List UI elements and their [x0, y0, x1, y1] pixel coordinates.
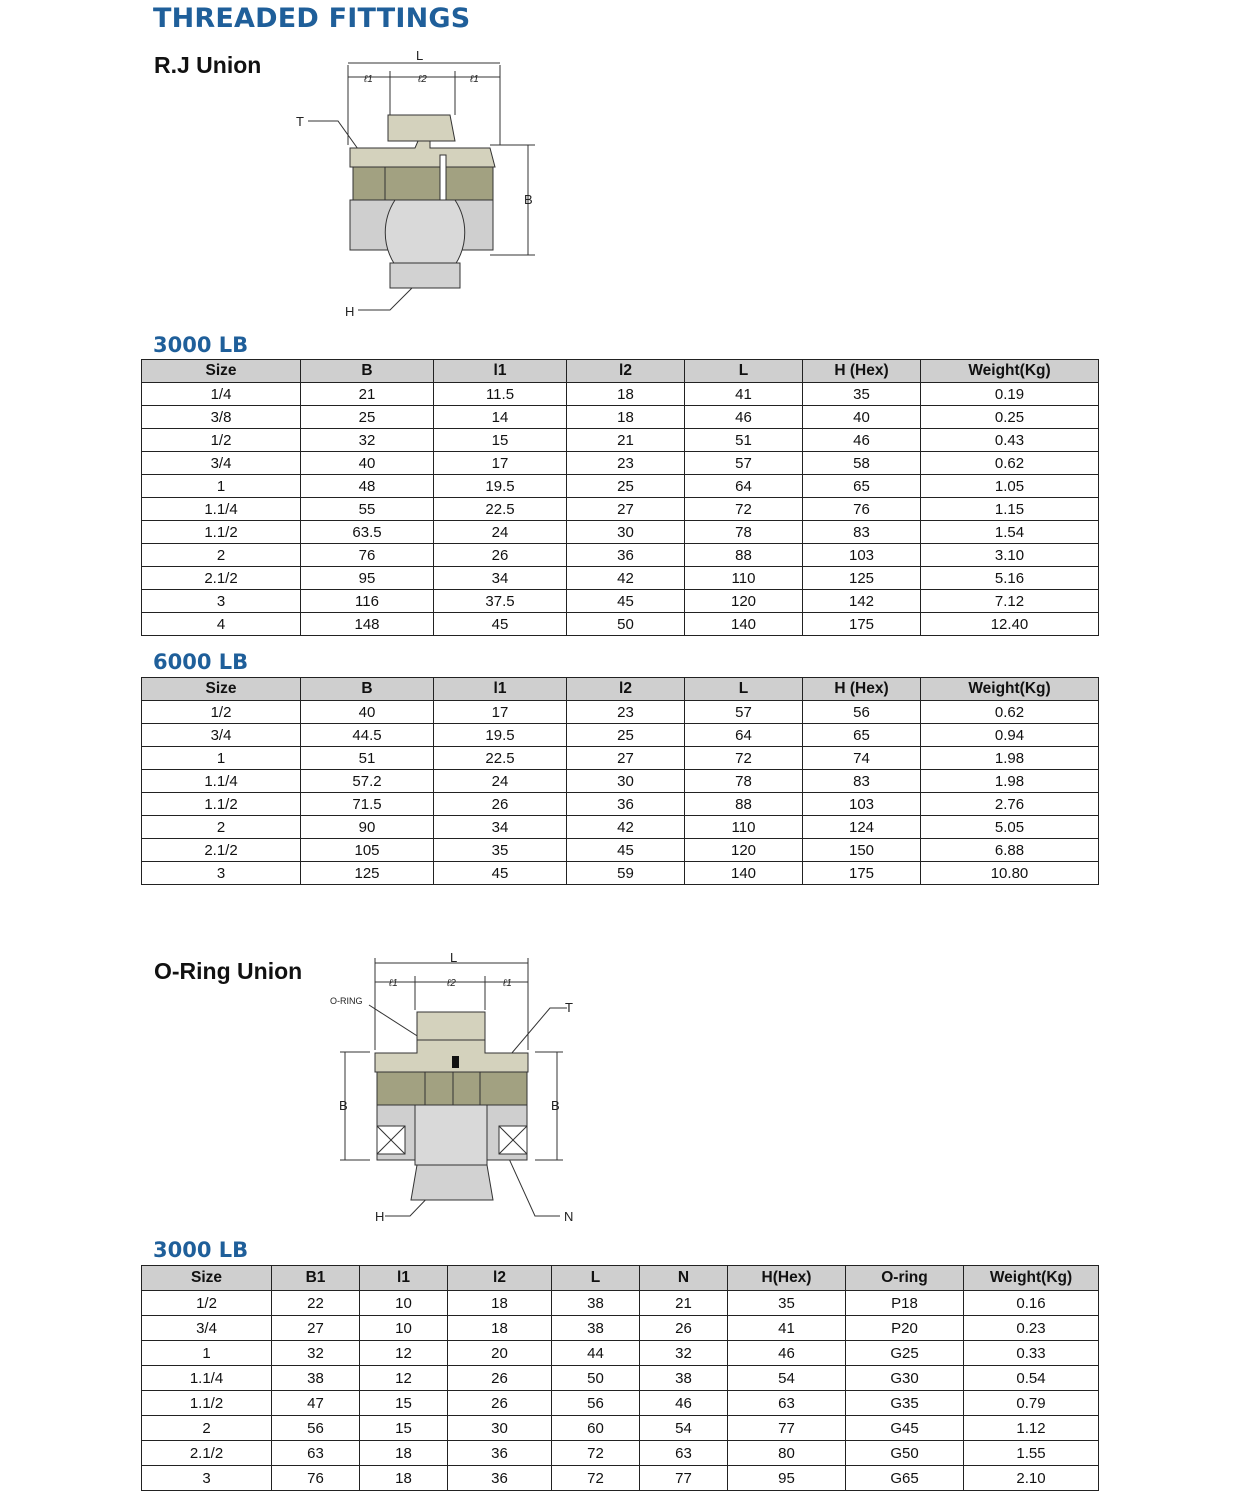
table-cell: G30 [846, 1366, 964, 1391]
table-cell: 3 [142, 862, 301, 885]
table-cell: 50 [552, 1366, 640, 1391]
table-cell: 63 [640, 1441, 728, 1466]
table-cell: 78 [685, 521, 803, 544]
table-cell: 2.10 [964, 1466, 1099, 1491]
table-cell: 37.5 [434, 590, 567, 613]
table-cell: 77 [728, 1416, 846, 1441]
table-cell: 14 [434, 406, 567, 429]
table-cell: 83 [803, 521, 921, 544]
table-cell: 27 [567, 747, 685, 770]
table-row [142, 475, 1099, 498]
table-cell: 27 [567, 498, 685, 521]
table-row [142, 590, 1099, 613]
table-cell: 19.5 [434, 724, 567, 747]
table-cell: 1/2 [142, 1291, 272, 1316]
table-cell: 1.98 [921, 770, 1099, 793]
table-row [142, 544, 1099, 567]
table-cell: 44.5 [301, 724, 434, 747]
table-cell: 105 [301, 839, 434, 862]
table-cell: 2 [142, 1416, 272, 1441]
table-cell: 125 [803, 567, 921, 590]
table-cell: 78 [685, 770, 803, 793]
table-cell: 19.5 [434, 475, 567, 498]
table-cell: 54 [728, 1366, 846, 1391]
table-cell: 3/4 [142, 1316, 272, 1341]
table-cell: 21 [301, 383, 434, 406]
table-cell: 83 [803, 770, 921, 793]
table-cell: 95 [301, 567, 434, 590]
table-cell: 116 [301, 590, 434, 613]
table-cell: 103 [803, 544, 921, 567]
table-cell: 1.15 [921, 498, 1099, 521]
table-cell: P20 [846, 1316, 964, 1341]
table-cell: 1.55 [964, 1441, 1099, 1466]
table-cell: 88 [685, 544, 803, 567]
table-cell: 51 [685, 429, 803, 452]
table-cell: G50 [846, 1441, 964, 1466]
table-cell: 36 [567, 544, 685, 567]
table-cell: 10.80 [921, 862, 1099, 885]
rj-6000-class-title: 6000 LB [153, 650, 249, 674]
column-header: H(Hex) [728, 1266, 846, 1291]
table-row [142, 429, 1099, 452]
table-cell: 76 [301, 544, 434, 567]
oring-label-B-right: B [551, 1098, 560, 1113]
table-cell: 46 [640, 1391, 728, 1416]
table-row [142, 793, 1099, 816]
rj-label-l2: ℓ2 [418, 74, 427, 85]
column-header: B [301, 360, 434, 383]
oring-label-l2: ℓ2 [447, 978, 456, 989]
table-cell: 18 [448, 1316, 552, 1341]
table-cell: 76 [803, 498, 921, 521]
table-cell: 90 [301, 816, 434, 839]
table-cell: 30 [448, 1416, 552, 1441]
table-row [142, 1391, 1099, 1416]
table-cell: 40 [301, 701, 434, 724]
table-row [142, 862, 1099, 885]
table-cell: 1/2 [142, 701, 301, 724]
table-cell: 2.1/2 [142, 1441, 272, 1466]
table-cell: 17 [434, 701, 567, 724]
table-cell: P18 [846, 1291, 964, 1316]
table-cell: 54 [640, 1416, 728, 1441]
table-cell: 18 [360, 1441, 448, 1466]
table-cell: 34 [434, 567, 567, 590]
table-cell: 65 [803, 724, 921, 747]
table-cell: G35 [846, 1391, 964, 1416]
table-cell: 25 [567, 724, 685, 747]
table-header-row [142, 678, 1099, 701]
table-row [142, 383, 1099, 406]
rj-6000-table [141, 677, 1099, 885]
table-row [142, 406, 1099, 429]
column-header: H (Hex) [803, 678, 921, 701]
table-cell: 88 [685, 793, 803, 816]
table-cell: 36 [448, 1466, 552, 1491]
oring-union-title: O-Ring Union [154, 958, 303, 984]
table-cell: 48 [301, 475, 434, 498]
rj-label-l1-left: ℓ1 [364, 74, 373, 85]
table-cell: 32 [640, 1341, 728, 1366]
table-cell: 45 [434, 613, 567, 636]
table-cell: 1 [142, 475, 301, 498]
column-header: L [685, 360, 803, 383]
table-cell: 22.5 [434, 498, 567, 521]
rj-3000-table [141, 359, 1099, 636]
table-cell: 10 [360, 1291, 448, 1316]
oring-label-L: L [450, 950, 458, 965]
table-row [142, 1316, 1099, 1341]
table-cell: 57 [685, 701, 803, 724]
table-cell: 1.1/2 [142, 1391, 272, 1416]
table-cell: 23 [567, 701, 685, 724]
rj-union-diagram [290, 45, 550, 325]
table-cell: 150 [803, 839, 921, 862]
table-cell: 77 [640, 1466, 728, 1491]
oring-label-T: T [565, 1000, 573, 1015]
table-cell: G65 [846, 1466, 964, 1491]
table-cell: 30 [567, 770, 685, 793]
table-cell: 56 [803, 701, 921, 724]
table-cell: 110 [685, 816, 803, 839]
table-cell: 1.1/4 [142, 770, 301, 793]
table-row [142, 1441, 1099, 1466]
rj-label-L: L [416, 48, 424, 63]
table-cell: 46 [685, 406, 803, 429]
table-cell: 22.5 [434, 747, 567, 770]
column-header: l1 [434, 360, 567, 383]
table-row [142, 1416, 1099, 1441]
table-cell: 56 [272, 1416, 360, 1441]
column-header: Weight(Kg) [921, 678, 1099, 701]
table-cell: 27 [272, 1316, 360, 1341]
table-cell: 0.43 [921, 429, 1099, 452]
table-row [142, 1341, 1099, 1366]
table-cell: 56 [552, 1391, 640, 1416]
table-cell: 55 [301, 498, 434, 521]
table-cell: 3/4 [142, 724, 301, 747]
table-cell: 1.1/2 [142, 793, 301, 816]
table-header-row [142, 1266, 1099, 1291]
table-cell: 3/4 [142, 452, 301, 475]
table-cell: 60 [552, 1416, 640, 1441]
table-cell: 21 [640, 1291, 728, 1316]
table-cell: 175 [803, 862, 921, 885]
table-row [142, 567, 1099, 590]
table-row [142, 816, 1099, 839]
table-cell: 47 [272, 1391, 360, 1416]
table-cell: 18 [567, 383, 685, 406]
column-header: L [685, 678, 803, 701]
table-cell: 25 [301, 406, 434, 429]
table-cell: 6.88 [921, 839, 1099, 862]
table-row [142, 1366, 1099, 1391]
table-row [142, 839, 1099, 862]
table-cell: 1.54 [921, 521, 1099, 544]
table-row [142, 747, 1099, 770]
rj-3000-class-title: 3000 LB [153, 333, 249, 357]
table-row [142, 521, 1099, 544]
table-cell: 45 [567, 839, 685, 862]
column-header: l1 [360, 1266, 448, 1291]
table-cell: 63.5 [301, 521, 434, 544]
table-cell: 10 [360, 1316, 448, 1341]
oring-label-H: H [375, 1209, 385, 1224]
column-header: l2 [567, 678, 685, 701]
oring-union-diagram [325, 950, 585, 1230]
table-cell: 71.5 [301, 793, 434, 816]
table-cell: 18 [360, 1466, 448, 1491]
table-cell: 32 [301, 429, 434, 452]
table-cell: 38 [640, 1366, 728, 1391]
table-cell: 26 [434, 544, 567, 567]
table-cell: 41 [728, 1316, 846, 1341]
table-cell: 0.94 [921, 724, 1099, 747]
table-cell: G25 [846, 1341, 964, 1366]
table-cell: 63 [272, 1441, 360, 1466]
oring-label-l1-left: ℓ1 [389, 978, 398, 989]
table-cell: 59 [567, 862, 685, 885]
column-header: l2 [448, 1266, 552, 1291]
column-header: O-ring [846, 1266, 964, 1291]
table-cell: 51 [301, 747, 434, 770]
table-cell: 148 [301, 613, 434, 636]
table-cell: 80 [728, 1441, 846, 1466]
table-cell: 18 [448, 1291, 552, 1316]
column-header: Size [142, 1266, 272, 1291]
table-row [142, 452, 1099, 475]
table-cell: 140 [685, 613, 803, 636]
table-cell: 64 [685, 475, 803, 498]
oring-label-B-left: B [339, 1098, 348, 1113]
table-cell: 1.1/4 [142, 498, 301, 521]
table-cell: 76 [272, 1466, 360, 1491]
table-cell: 26 [434, 793, 567, 816]
table-cell: 17 [434, 452, 567, 475]
table-cell: 3 [142, 1466, 272, 1491]
table-cell: 30 [567, 521, 685, 544]
table-cell: 0.79 [964, 1391, 1099, 1416]
rj-label-l1-right: ℓ1 [470, 74, 479, 85]
rj-label-H: H [345, 304, 355, 319]
table-cell: 45 [434, 862, 567, 885]
table-cell: 3.10 [921, 544, 1099, 567]
table-cell: 1.05 [921, 475, 1099, 498]
table-cell: 21 [567, 429, 685, 452]
table-cell: 120 [685, 590, 803, 613]
table-cell: 3 [142, 590, 301, 613]
table-cell: 24 [434, 770, 567, 793]
table-cell: 72 [552, 1466, 640, 1491]
table-cell: 38 [272, 1366, 360, 1391]
oring-label-l1-right: ℓ1 [503, 978, 512, 989]
table-cell: 2.1/2 [142, 567, 301, 590]
table-cell: 2 [142, 544, 301, 567]
oring-label-oring: O-RING [330, 996, 363, 1006]
table-cell: 23 [567, 452, 685, 475]
table-cell: 1.98 [921, 747, 1099, 770]
table-cell: 5.05 [921, 816, 1099, 839]
column-header: B [301, 678, 434, 701]
table-cell: 58 [803, 452, 921, 475]
table-cell: G45 [846, 1416, 964, 1441]
table-row [142, 770, 1099, 793]
table-cell: 40 [803, 406, 921, 429]
rj-union-title: R.J Union [154, 52, 262, 78]
table-cell: 36 [567, 793, 685, 816]
table-cell: 103 [803, 793, 921, 816]
table-cell: 1.1/2 [142, 521, 301, 544]
rj-label-B: B [524, 192, 533, 207]
page-title: THREADED FITTINGS [153, 3, 471, 34]
table-cell: 57 [685, 452, 803, 475]
table-cell: 2.1/2 [142, 839, 301, 862]
table-cell: 0.62 [921, 701, 1099, 724]
table-cell: 120 [685, 839, 803, 862]
table-cell: 22 [272, 1291, 360, 1316]
table-cell: 63 [728, 1391, 846, 1416]
table-cell: 50 [567, 613, 685, 636]
table-cell: 36 [448, 1441, 552, 1466]
table-cell: 72 [685, 498, 803, 521]
table-cell: 12 [360, 1341, 448, 1366]
oring-3000-table [141, 1265, 1099, 1491]
table-cell: 35 [803, 383, 921, 406]
table-cell: 3/8 [142, 406, 301, 429]
table-cell: 5.16 [921, 567, 1099, 590]
table-cell: 15 [360, 1416, 448, 1441]
oring-label-N: N [564, 1209, 574, 1224]
table-cell: 34 [434, 816, 567, 839]
table-cell: 1.1/4 [142, 1366, 272, 1391]
table-header-row [142, 360, 1099, 383]
table-cell: 35 [728, 1291, 846, 1316]
table-cell: 1 [142, 747, 301, 770]
table-cell: 15 [434, 429, 567, 452]
column-header: N [640, 1266, 728, 1291]
table-cell: 0.23 [964, 1316, 1099, 1341]
table-cell: 4 [142, 613, 301, 636]
table-cell: 57.2 [301, 770, 434, 793]
table-cell: 0.25 [921, 406, 1099, 429]
table-cell: 0.19 [921, 383, 1099, 406]
table-cell: 1.12 [964, 1416, 1099, 1441]
table-cell: 65 [803, 475, 921, 498]
table-cell: 18 [567, 406, 685, 429]
table-cell: 32 [272, 1341, 360, 1366]
table-row [142, 701, 1099, 724]
table-cell: 64 [685, 724, 803, 747]
table-cell: 40 [301, 452, 434, 475]
table-cell: 140 [685, 862, 803, 885]
column-header: H (Hex) [803, 360, 921, 383]
table-cell: 74 [803, 747, 921, 770]
table-cell: 20 [448, 1341, 552, 1366]
column-header: L [552, 1266, 640, 1291]
table-cell: 72 [552, 1441, 640, 1466]
table-cell: 175 [803, 613, 921, 636]
table-cell: 7.12 [921, 590, 1099, 613]
table-cell: 72 [685, 747, 803, 770]
table-cell: 44 [552, 1341, 640, 1366]
table-cell: 2.76 [921, 793, 1099, 816]
table-row [142, 1291, 1099, 1316]
table-row [142, 724, 1099, 747]
table-cell: 42 [567, 816, 685, 839]
table-cell: 46 [803, 429, 921, 452]
table-cell: 12 [360, 1366, 448, 1391]
table-cell: 38 [552, 1316, 640, 1341]
table-cell: 24 [434, 521, 567, 544]
table-cell: 124 [803, 816, 921, 839]
table-cell: 26 [448, 1366, 552, 1391]
table-cell: 11.5 [434, 383, 567, 406]
table-cell: 1/2 [142, 429, 301, 452]
column-header: Weight(Kg) [921, 360, 1099, 383]
table-cell: 15 [360, 1391, 448, 1416]
table-cell: 25 [567, 475, 685, 498]
table-cell: 1 [142, 1341, 272, 1366]
table-cell: 142 [803, 590, 921, 613]
table-cell: 45 [567, 590, 685, 613]
table-cell: 38 [552, 1291, 640, 1316]
table-cell: 0.16 [964, 1291, 1099, 1316]
column-header: l2 [567, 360, 685, 383]
oring-3000-class-title: 3000 LB [153, 1238, 249, 1262]
table-cell: 12.40 [921, 613, 1099, 636]
column-header: Weight(Kg) [964, 1266, 1099, 1291]
column-header: Size [142, 678, 301, 701]
table-cell: 46 [728, 1341, 846, 1366]
table-row [142, 1466, 1099, 1491]
column-header: Size [142, 360, 301, 383]
table-cell: 26 [448, 1391, 552, 1416]
column-header: B1 [272, 1266, 360, 1291]
table-cell: 95 [728, 1466, 846, 1491]
table-cell: 35 [434, 839, 567, 862]
table-cell: 2 [142, 816, 301, 839]
table-row [142, 498, 1099, 521]
table-cell: 0.54 [964, 1366, 1099, 1391]
table-cell: 1/4 [142, 383, 301, 406]
table-row [142, 613, 1099, 636]
table-cell: 0.62 [921, 452, 1099, 475]
table-cell: 110 [685, 567, 803, 590]
rj-label-T: T [296, 114, 304, 129]
table-cell: 42 [567, 567, 685, 590]
table-cell: 26 [640, 1316, 728, 1341]
table-cell: 41 [685, 383, 803, 406]
table-cell: 0.33 [964, 1341, 1099, 1366]
table-cell: 125 [301, 862, 434, 885]
column-header: l1 [434, 678, 567, 701]
